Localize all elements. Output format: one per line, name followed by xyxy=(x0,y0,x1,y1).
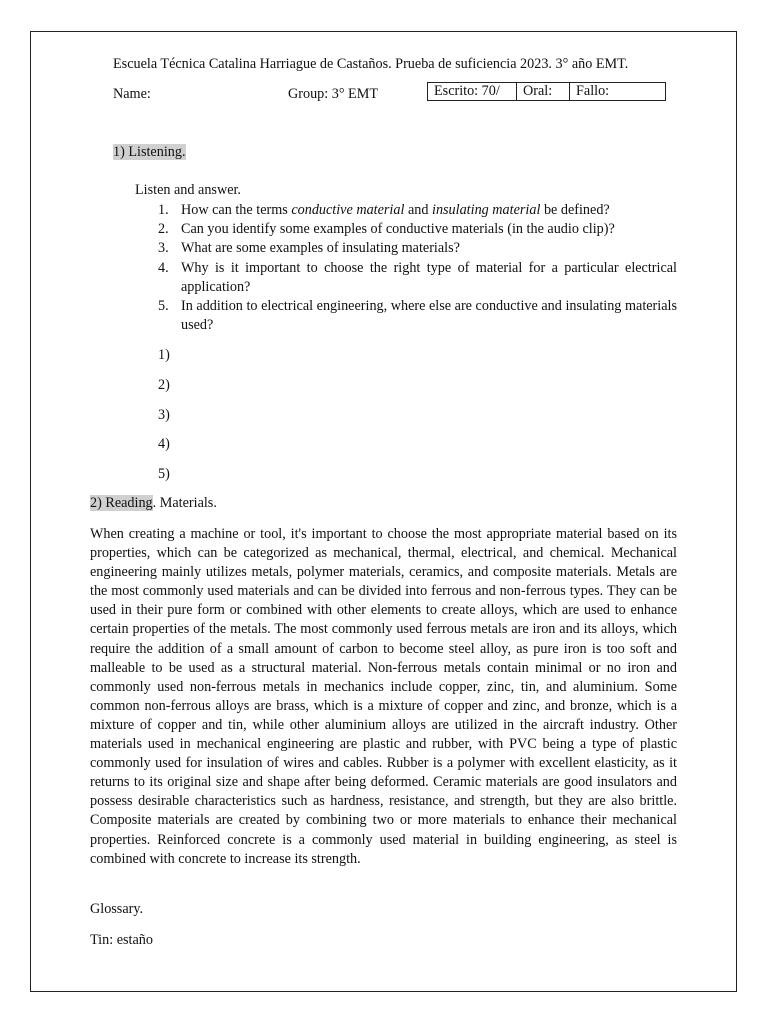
listening-heading xyxy=(113,143,186,162)
listening-heading-text: 1) Listening. xyxy=(113,144,186,160)
question-text: Why is it important to choose the right type of material for a particular electrical application? xyxy=(181,259,677,295)
question-item xyxy=(158,297,677,335)
group-label: Group: 3° EMT xyxy=(288,86,379,102)
escrito-cell: Escrito: 70/ xyxy=(428,83,517,100)
listening-instruction: Listen and answer. xyxy=(135,182,241,198)
question-number: 1. xyxy=(158,202,169,218)
question-number: 5. xyxy=(158,298,169,315)
question-item xyxy=(158,220,677,239)
question-number: 3. xyxy=(158,240,169,257)
fallo-cell: Fallo: xyxy=(576,83,610,99)
answer-label-3: 3) xyxy=(158,407,170,423)
glossary-entry: Tin: estaño xyxy=(90,932,153,948)
name-label: Name: xyxy=(113,86,151,102)
reading-heading-rest: . Materials. xyxy=(152,495,217,511)
question-text: What are some examples of insulating materials? xyxy=(181,240,460,257)
oral-cell: Oral: xyxy=(517,83,570,100)
question-list xyxy=(158,201,677,335)
reading-heading xyxy=(90,494,217,513)
grade-box xyxy=(427,82,666,101)
answer-label-4: 4) xyxy=(158,436,170,452)
question-item xyxy=(158,259,677,297)
term-conductive: conductive material xyxy=(291,202,405,218)
reading-paragraph: When creating a machine or tool, it's important to choose the most appropriate material based on its properties, which can be categorized as mechanical, thermal, electrical, and chemical. Mechanical engineering mainly utilizes metals, polymer materials, ceramics, and composite materials. Metals are the most commonly used materials and can be divided into ferrous and non-ferrous types. They can be used in their pure form or combined with other elements to create alloys, which are used to enhance certain properties of the metals. The most commonly used ferrous metals are iron and its alloys, which require the addition of a small amount of carbon to become steel alloy, as pure iron is too soft and malleable to be used as a structural material. Non-ferrous metals contain minimal or no iron and commonly used non-ferrous metals in mechanics include copper, zinc, tin, and aluminium. Some common non-ferrous alloys are brass, which is a mixture of copper and zinc, and bronze, which is a mixture of copper and tin, while other aluminium alloys are utilized in the aircraft industry. Other materials used in mechanical engineering are plastic and rubber, with PVC being a type of plastic commonly used for insulation of wires and cables. Rubber is a polymer with excellent elasticity, as it returns to its original size and shape after being deformed. Ceramic materials are good insulators and possess desirable characteristics such as hardness, resistance, and strength, but they are also brittle. Composite materials are created by combining two or more materials to enhance their mechanical properties. Reinforced concrete is a commonly used material in building engineering, as steel is combined with concrete to increase its strength. xyxy=(90,526,677,867)
question-item xyxy=(158,201,677,220)
answer-label-5: 5) xyxy=(158,466,170,482)
glossary-heading: Glossary. xyxy=(90,901,144,917)
question-text: In addition to electrical engineering, where else are conductive and insulating materials used? xyxy=(181,298,677,334)
question-number: 2. xyxy=(158,221,169,238)
question-number: 4. xyxy=(158,259,169,276)
answer-label-2: 2) xyxy=(158,377,170,393)
question-text: Can you identify some examples of conductive materials (in the audio clip)? xyxy=(181,221,615,238)
question-item xyxy=(158,239,677,258)
reading-heading-highlight: 2) Reading xyxy=(90,495,153,511)
answer-label-1: 1) xyxy=(158,347,170,363)
document-title: Escuela Técnica Catalina Harriague de Castaños. Prueba de suficiencia 2023. 3° año EMT. xyxy=(113,56,629,72)
question-text: How can the terms conductive material and insulating material be defined? xyxy=(181,202,610,218)
term-insulating: insulating material xyxy=(432,202,541,218)
